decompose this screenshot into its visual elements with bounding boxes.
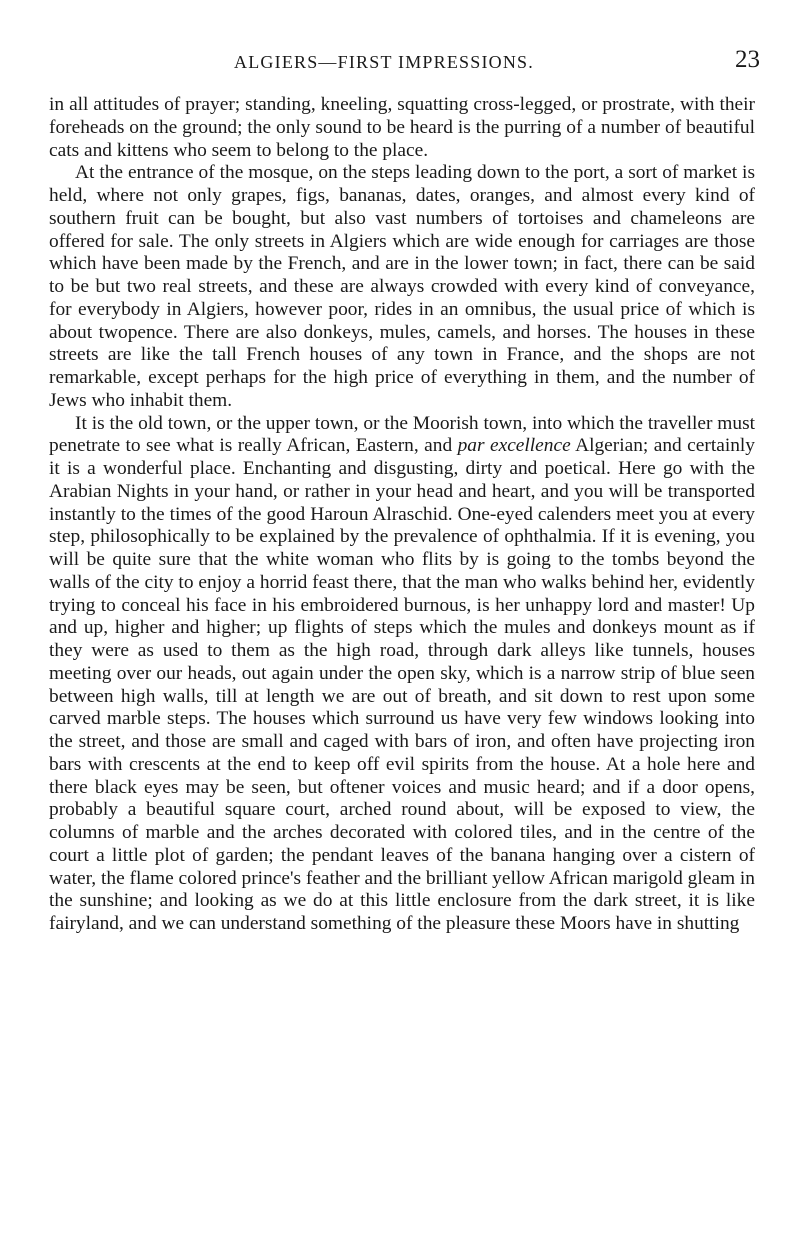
paragraph-3-part-2: Algerian; and certainly it is a wonderful place. Enchanting and disgusting, dirty and poetical. Here go with the Arabian Nights in your hand, or rather in your head and heart, and you will be transported instantly to the times of the good Haroun Alraschid. One-eyed calenders meet you at every step, philosophically to be explained by the prevalence of ophthalmia. If it is evening, you will be quite sure that the white woman who flits by is going to the tombs beyond the walls of the city to enjoy a horrid feast there, that the man who walks behind her, evidently trying to conceal his face in his embroidered burnous, is her unhappy lord and master! Up and up, higher and higher; up flights of steps which the mules and donkeys mount as if they were as used to them as the high road, through dark alleys like tunnels, houses meeting over our heads, out again under the open sky, which is a narrow strip of blue seen between high walls, till at length we are out of breath, and sit down to rest upon some carved marble steps. The houses which surround us have very few windows looking into the street, and those are small and caged with bars of iron, and often have projecting iron bars with crescents at the end to keep off evil spirits from the house. At a hole here and there black eyes may be seen, but oftener voices and music heard; and if a door opens, probably a beautiful square court, arched round about, will be exposed to view, the columns of marble and the arches decorated with colored tiles, and in the centre of the court a little plot of garden; the pendant leaves of the banana hanging over a cistern of water, the flame colored prince's feather and the brilliant yellow African marigold gleam in the sunshine; and looking as we do at this little enclosure from the dark street, it is like fairyland, and we can understand something of the pleasure these Moors have in shutting: [49, 435, 756, 934]
running-title: ALGIERS—FIRST IMPRESSIONS.: [234, 52, 534, 72]
page-number: 23: [735, 46, 760, 73]
page-header: [48, 46, 760, 76]
paragraph-1: in all attitudes of prayer; standing, kneeling, squatting cross-legged, or prostrate, with their foreheads on the ground; the only sound to be heard is the purring of a number of beautiful cats and kittens who seem to belong to the place.: [49, 94, 755, 161]
italic-phrase: par excellence: [457, 435, 571, 457]
paragraph-3: [49, 413, 755, 936]
paragraph-3-part-1: It is the old town, or the upper town, or the Moorish town, into which the traveller must penetrate to see what is really African, Eastern, and: [49, 412, 755, 457]
body-text: [49, 94, 755, 936]
paragraph-2: At the entrance of the mosque, on the steps leading down to the port, a sort of market is held, where not only grapes, figs, bananas, dates, oranges, and almost every kind of southern fruit can be bought, but also vast numbers of tortoises and chameleons are offered for sale. The only streets in Algiers which are wide enough for carriages are those which have been made by the French, and are in the lower town; in fact, there can be said to be but two real streets, and these are always crowded with every kind of conveyance, for everybody in Algiers, however poor, rides in an omnibus, the usual price of which is about twopence. There are also donkeys, mules, camels, and horses. The houses in these streets are like the tall French houses of any town in France, and the shops are not remarkable, except perhaps for the high price of everything in them, and the number of Jews who inhabit them.: [49, 162, 755, 411]
